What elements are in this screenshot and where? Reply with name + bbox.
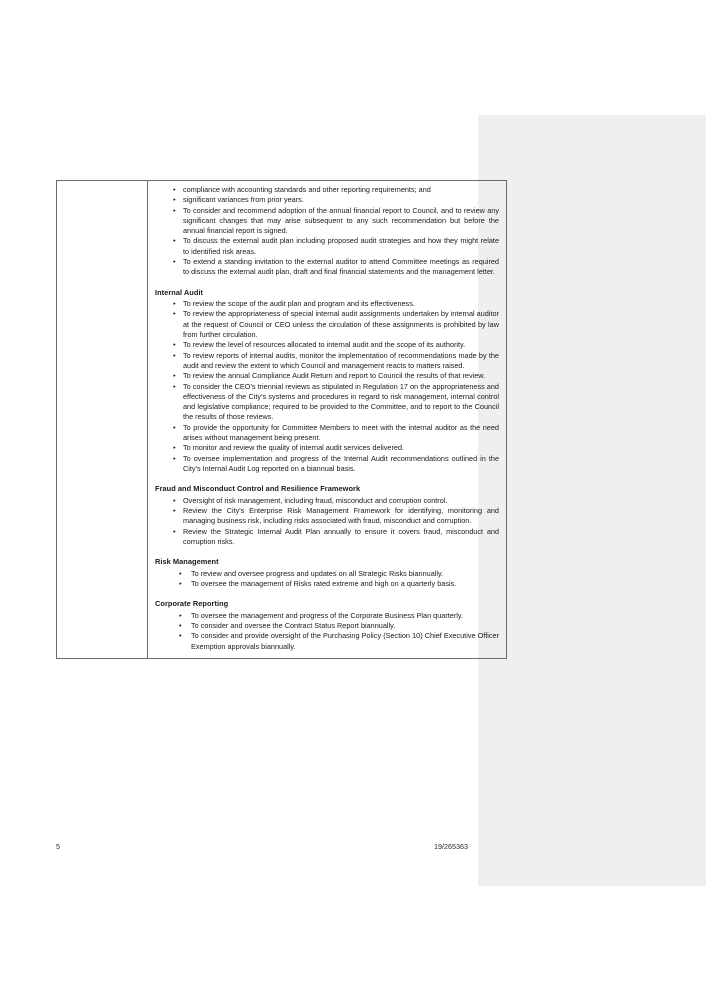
list-item: • Review the Strategic Internal Audit Plan annually to ensure it covers fraud, misconduct and corruption risks. <box>155 527 499 548</box>
list-item: • To review the annual Compliance Audit Return and report to Council the results of that review. <box>155 371 499 381</box>
bullet-list-external-audit <box>155 185 499 278</box>
bullet-list-risk-management <box>155 569 499 590</box>
terms-of-reference-table <box>56 180 507 659</box>
list-item: • To review the scope of the audit plan and program and its effectiveness. <box>155 299 499 309</box>
list-item: • To discuss the external audit plan including proposed audit strategies and how they might relate to identified risk areas. <box>155 236 499 257</box>
list-item: • compliance with accounting standards and other reporting requirements; and <box>155 185 499 195</box>
list-item: • To review and oversee progress and updates on all Strategic Risks biannually. <box>155 569 499 579</box>
list-item: • To consider and oversee the Contract Status Report biannually. <box>155 621 499 631</box>
list-item: • Review the City's Enterprise Risk Management Framework for identifying, monitoring and managing business risk, including risks associated with fraud, misconduct and corruption. <box>155 506 499 527</box>
section-heading-risk-management: Risk Management <box>155 557 219 567</box>
bullet-list-corporate-reporting <box>155 611 499 652</box>
list-item: • To extend a standing invitation to the external auditor to attend Committee meetings as required to discuss the external audit plan, draft and final financial statements and the management letter. <box>155 257 499 278</box>
bullet-list-fraud-misconduct <box>155 496 499 547</box>
list-item: • To oversee the management of Risks rated extreme and high on a quarterly basis. <box>155 579 499 589</box>
list-item: • To provide the opportunity for Committee Members to meet with the internal auditor as the need arises without management being present. <box>155 423 499 444</box>
section-heading-corporate-reporting: Corporate Reporting <box>155 599 229 609</box>
list-item: • significant variances from prior years. <box>155 195 499 205</box>
list-item: • To consider and provide oversight of the Purchasing Policy (Section 10) Chief Executive Officer Exemption approvals biannually. <box>155 631 499 652</box>
page-side-shading <box>478 115 706 886</box>
bullet-list-internal-audit <box>155 299 499 474</box>
list-item: • To consider and recommend adoption of the annual financial report to Council, and to review any significant changes that may arise subsequent to any such recommendation but before the annual financial report is signed. <box>155 206 499 237</box>
list-item: • To review reports of internal audits, monitor the implementation of recommendations made by the audit and review the extent to which Council and management reacts to matters raised. <box>155 351 499 372</box>
list-item: • To monitor and review the quality of internal audit services delivered. <box>155 443 499 453</box>
section-heading-internal-audit: Internal Audit <box>155 287 204 297</box>
list-item: • To review the appropriateness of special internal audit assignments undertaken by internal auditor at the request of Council or CEO unless the circulation of these assignments is prohibited by law from further circulation. <box>155 309 499 340</box>
footer-document-reference: 19/265363 <box>434 842 468 851</box>
table-content-cell <box>148 181 507 659</box>
footer-page-number: 5 <box>56 842 60 851</box>
section-heading-fraud-misconduct: Fraud and Misconduct Control and Resilience Framework <box>155 484 361 494</box>
table-left-column-cell <box>57 181 148 659</box>
table-row <box>57 181 507 659</box>
page-footer <box>56 842 490 856</box>
list-item: • To review the level of resources allocated to internal audit and the scope of its authority. <box>155 340 499 350</box>
list-item: • To oversee implementation and progress of the Internal Audit recommendations outlined in the City's Internal Audit Log reported on a biannual basis. <box>155 454 499 475</box>
list-item: • Oversight of risk management, including fraud, misconduct and corruption control. <box>155 496 499 506</box>
list-item: • To oversee the management and progress of the Corporate Business Plan quarterly. <box>155 611 499 621</box>
list-item: • To consider the CEO's triennial reviews as stipulated in Regulation 17 on the appropriateness and effectiveness of the City's systems and procedures in regard to risk management, internal control and legislative compliance; required to be provided to the Committee, and to report to the Council the results of those reviews. <box>155 382 499 423</box>
